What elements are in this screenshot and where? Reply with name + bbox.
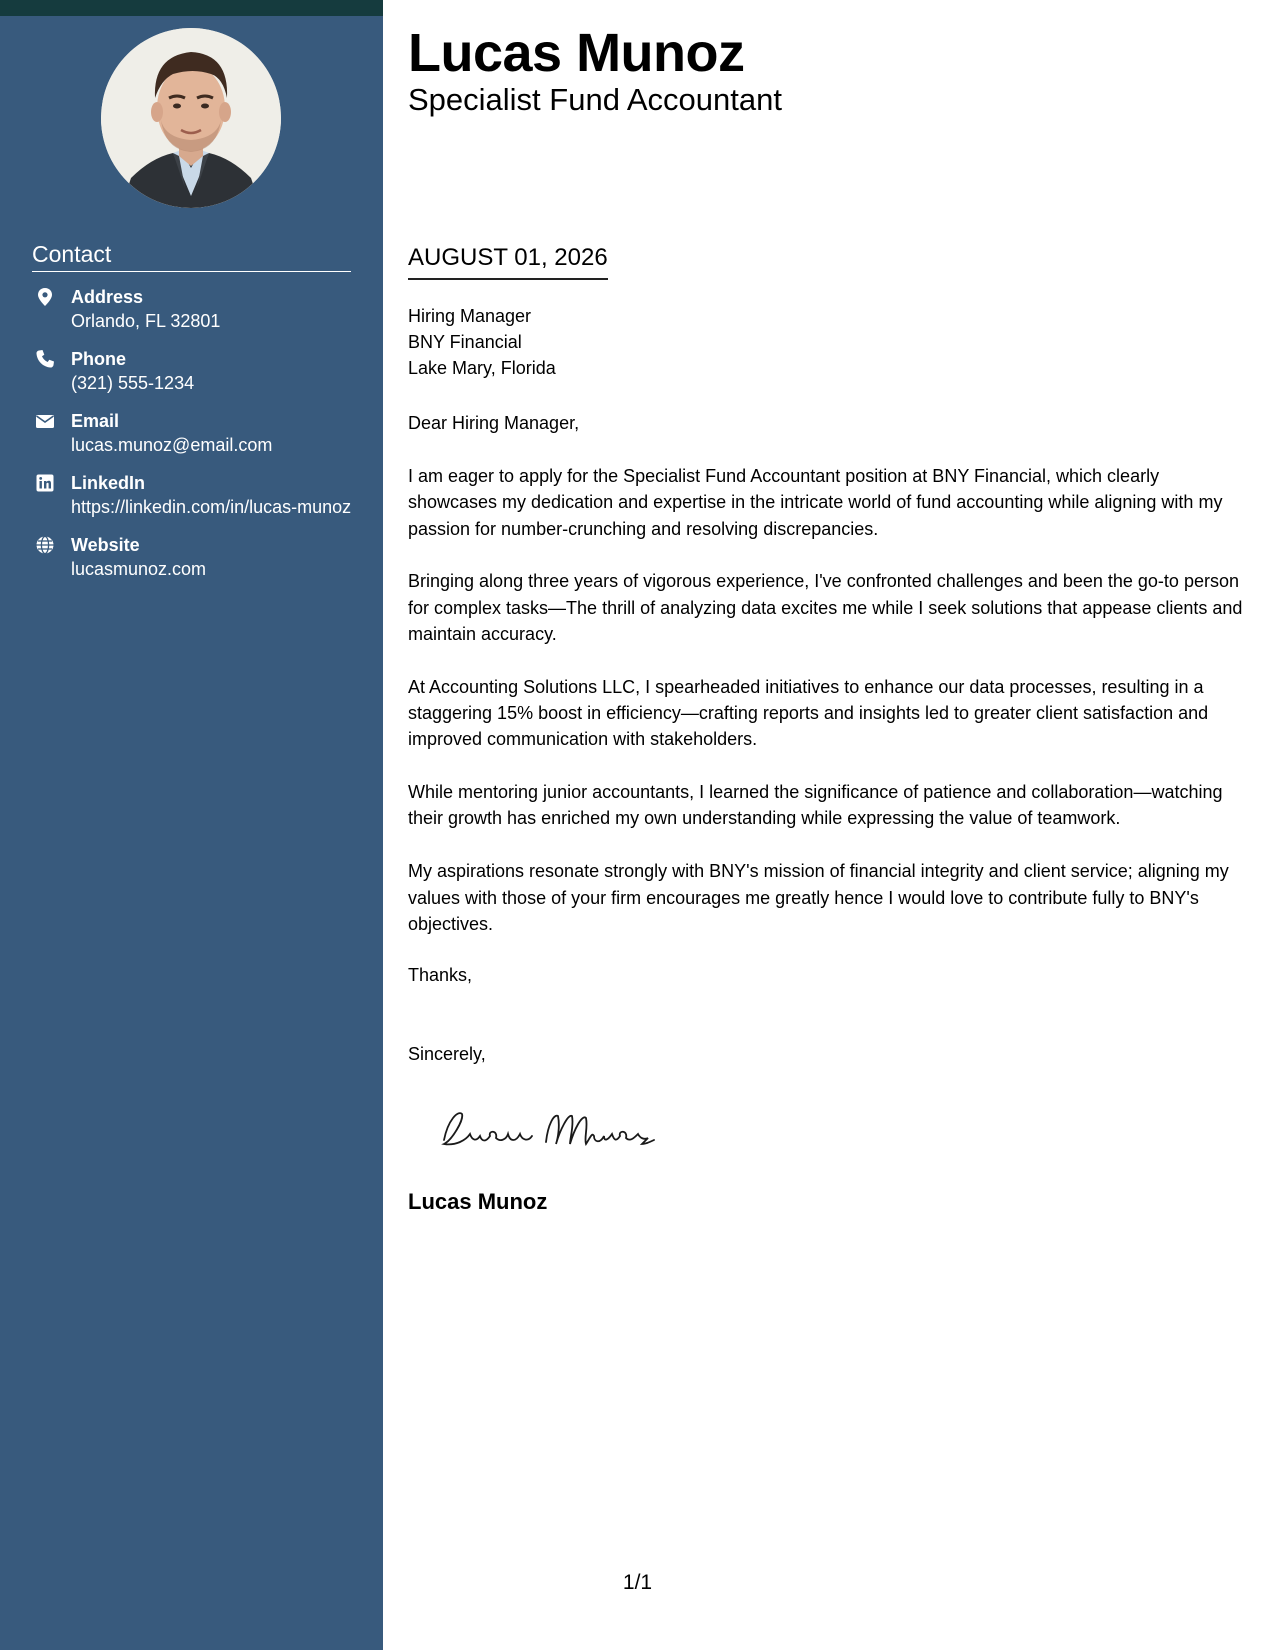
contact-label: Website [71,535,140,555]
applicant-name: Lucas Munoz [408,23,745,83]
contact-label: Phone [71,349,127,369]
sidebar-top-bar [0,0,383,16]
closing-line: Sincerely, [408,1044,486,1064]
location-pin-icon [35,287,55,307]
body-paragraph: While mentoring junior accountants, I learned the significance of patience and collaboration—watching their growth has enriched my own understanding while expressing the value of teamwork. [408,782,1223,829]
contact-value: Orlando, FL 32801 [71,311,221,331]
recipient-line: BNY Financial [408,332,522,352]
contact-value: lucas.munoz@email.com [71,435,273,455]
avatar [101,28,281,208]
letter-body [408,463,1253,964]
contact-item-email [32,409,352,457]
body-paragraph: Bringing along three years of vigorous experience, I've confronted challenges and been the go-to person for complex tasks—The thrill of analyzing data excites me while I seek solutions that appease clients and maintain accuracy. [408,571,1243,644]
contact-label: LinkedIn [71,473,146,493]
salutation: Dear Hiring Manager, [408,413,580,433]
website-link[interactable]: lucasmunoz.com [71,559,207,579]
contact-value: (321) 555-1234 [71,373,195,393]
page-number [0,1571,1275,1595]
contact-item-website [32,533,352,581]
contact-item-linkedin [32,471,352,519]
applicant-role: Specialist Fund Accountant [408,82,782,117]
phone-icon [35,349,55,369]
envelope-icon [35,411,55,431]
contact-label: Address [71,287,144,307]
signature [436,1100,666,1160]
recipient-block [408,303,556,381]
sidebar [0,0,383,1650]
recipient-line: Lake Mary, Florida [408,358,556,378]
letter-date: AUGUST 01, 2026 [408,244,608,280]
thanks-line: Thanks, [408,965,473,985]
contact-item-address [32,285,352,333]
linkedin-icon [35,473,55,493]
contact-label: Email [71,411,120,431]
linkedin-link[interactable]: https://linkedin.com/in/lucas-munoz [71,497,352,517]
signer-name: Lucas Munoz [408,1189,548,1214]
recipient-line: Hiring Manager [408,306,532,326]
body-paragraph: I am eager to apply for the Specialist Fund Accountant position at BNY Financial, which clearly showcases my dedication and expertise in the intricate world of fund accounting while aligning with my passion for number-crunching and resolving discrepancies. [408,466,1223,539]
contact-heading: Contact [32,241,351,272]
body-paragraph: My aspirations resonate strongly with BNY's mission of financial integrity and client service; aligning my values with those of your firm encourages me greatly hence I would love to contribute fully to BNY's objectives. [408,861,1229,934]
globe-icon [35,535,55,555]
contact-item-phone [32,347,352,395]
page-number-text: 1/1 [622,1571,653,1594]
contact-list [32,285,352,595]
body-paragraph: At Accounting Solutions LLC, I spearheaded initiatives to enhance our data processes, resulting in a staggering 15% boost in efficiency—crafting reports and insights led to greater client satisfaction and improved communication with stakeholders. [408,676,1209,750]
